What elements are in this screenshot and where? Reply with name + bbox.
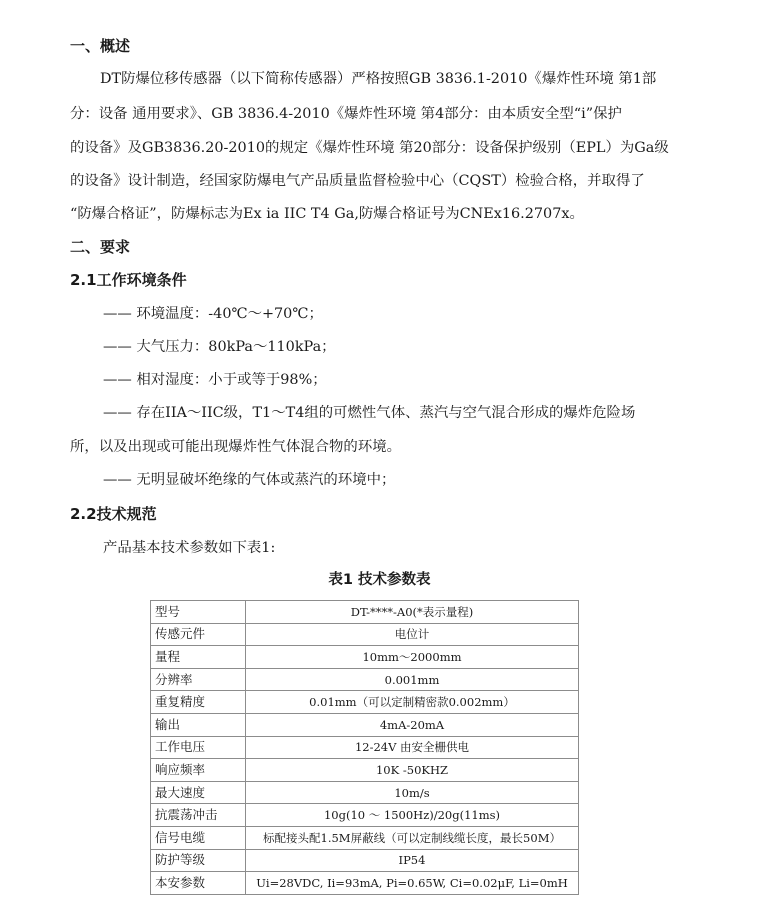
table-row xyxy=(151,872,579,895)
table-row xyxy=(151,826,579,849)
section-heading-overview: 一、概述 xyxy=(70,37,131,55)
param-key: 传感元件 xyxy=(151,623,246,646)
param-key: 响应频率 xyxy=(151,759,246,782)
param-key: 输出 xyxy=(151,713,246,736)
subsection-heading-tech-spec: 2.2技术规范 xyxy=(70,505,157,523)
overview-paragraph-line-4: 的设备》设计制造，经国家防爆电气产品质量监督检验中心（CQST）检验合格，并取得了 xyxy=(70,173,645,189)
param-value: 10g(10 ～ 1500Hz)/20g(11ms) xyxy=(246,804,579,827)
table-row xyxy=(151,646,579,669)
param-value: 电位计 xyxy=(246,623,579,646)
param-key: 重复精度 xyxy=(151,691,246,714)
table-row xyxy=(151,713,579,736)
table-row xyxy=(151,736,579,759)
overview-paragraph-line-2: 分：设备 通用要求》、GB 3836.4-2010《爆炸性环境 第4部分：由本质安全型“i”保护 xyxy=(70,106,622,122)
param-value: 10m/s xyxy=(246,781,579,804)
overview-paragraph-line-3: 的设备》及GB3836.20-2010的规定《爆炸性环境 第20部分：设备保护级别（EPL）为Ga级 xyxy=(70,140,669,156)
overview-paragraph-line-1: DT防爆位移传感器（以下简称传感器）严格按照GB 3836.1-2010《爆炸性环境 第1部 xyxy=(100,71,657,87)
param-value: 0.001mm xyxy=(246,668,579,691)
param-value: Ui=28VDC, Ii=93mA, Pi=0.65W, Ci=0.02μF, Li=0mH xyxy=(246,872,579,895)
param-value: 10K -50KHZ xyxy=(246,759,579,782)
param-value: 0.01mm（可以定制精密款0.002mm） xyxy=(246,691,579,714)
param-value: 10mm～2000mm xyxy=(246,646,579,669)
param-key: 本安参数 xyxy=(151,872,246,895)
param-key: 分辨率 xyxy=(151,668,246,691)
table-row xyxy=(151,849,579,872)
table-caption: 表1 技术参数表 xyxy=(328,572,431,588)
param-value: 4mA-20mA xyxy=(246,713,579,736)
table-row xyxy=(151,759,579,782)
param-value: 12-24V 由安全栅供电 xyxy=(246,736,579,759)
tech-spec-intro: 产品基本技术参数如下表1: xyxy=(103,540,276,556)
param-value: DT-****-A0(*表示量程) xyxy=(246,601,579,624)
param-key: 最大速度 xyxy=(151,781,246,804)
param-value: IP54 xyxy=(246,849,579,872)
table-row xyxy=(151,601,579,624)
param-key: 防护等级 xyxy=(151,849,246,872)
table-row xyxy=(151,804,579,827)
overview-paragraph-line-5: “防爆合格证”，防爆标志为Ex ia IIC T4 Ga,防爆合格证号为CNEx16.2707x。 xyxy=(70,206,584,222)
table-row xyxy=(151,781,579,804)
param-key: 工作电压 xyxy=(151,736,246,759)
param-value: 标配接头配1.5M屏蔽线（可以定制线缆长度，最长50M） xyxy=(246,826,579,849)
env-item-pressure: —— 大气压力：80kPa～110kPa； xyxy=(103,339,336,355)
param-key: 量程 xyxy=(151,646,246,669)
table-row xyxy=(151,691,579,714)
table-row xyxy=(151,668,579,691)
tech-params-table xyxy=(150,600,579,895)
env-item-humidity: —— 相对湿度：小于或等于98%； xyxy=(103,372,327,388)
env-item-gas-groups: —— 存在IIA～IIC级，T1～T4组的可燃性气体、蒸汽与空气混合形成的爆炸危险场 xyxy=(103,405,636,421)
param-key: 型号 xyxy=(151,601,246,624)
table-row xyxy=(151,623,579,646)
subsection-heading-environment: 2.1工作环境条件 xyxy=(70,271,187,289)
env-item-temperature: —— 环境温度：-40℃～+70℃； xyxy=(103,306,323,322)
param-key: 信号电缆 xyxy=(151,826,246,849)
env-item-gas-groups-cont: 所，以及出现或可能出现爆炸性气体混合物的环境。 xyxy=(70,439,401,455)
param-key: 抗震荡冲击 xyxy=(151,804,246,827)
section-heading-requirements: 二、要求 xyxy=(70,238,131,256)
env-item-insulation: —— 无明显破坏绝缘的气体或蒸汽的环境中； xyxy=(103,472,396,488)
